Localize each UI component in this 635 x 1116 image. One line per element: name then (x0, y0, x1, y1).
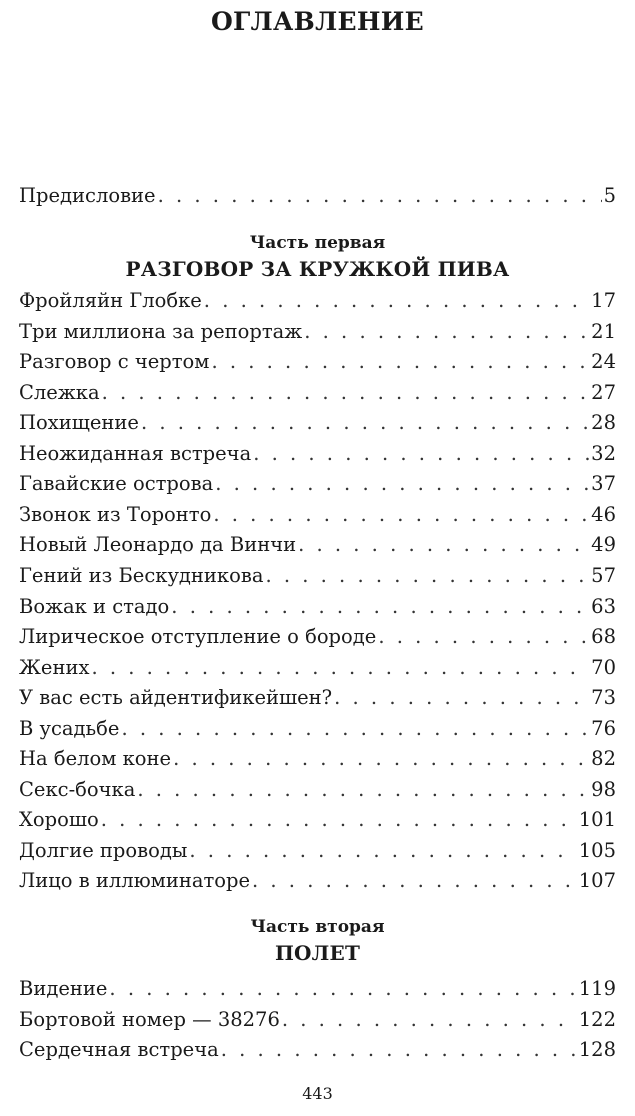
toc-entry-page: 24 (591, 350, 616, 374)
toc-entry-title: Вожак и стадо (19, 594, 170, 618)
dot-leader (101, 805, 577, 835)
toc-entry-preface[interactable] (19, 181, 616, 211)
dot-leader (215, 469, 589, 499)
toc-entry[interactable] (19, 317, 616, 347)
toc-entry[interactable] (19, 561, 616, 591)
toc-entry-page: 27 (591, 380, 616, 404)
dot-leader (253, 439, 589, 469)
toc-entry[interactable] (19, 286, 616, 316)
toc-entry[interactable] (19, 439, 616, 469)
toc-entry[interactable] (19, 744, 616, 774)
part-1-title: РАЗГОВОР ЗА КРУЖКОЙ ПИВА (125, 257, 510, 281)
toc-entry-title: Долгие проводы (19, 838, 188, 862)
toc-entry-title: Секс-бочка (19, 777, 136, 801)
toc-entry[interactable] (19, 347, 616, 377)
toc-entry-title: Разговор с чертом (19, 350, 210, 374)
toc-entry-title: Лирическое отступление о бороде (19, 625, 377, 649)
toc-entry-page: 107 (578, 869, 616, 893)
toc-entry-page: 70 (591, 655, 616, 679)
toc-entry-title: Сердечная встреча (19, 1038, 219, 1061)
toc-entry[interactable] (19, 1035, 616, 1065)
toc-entry[interactable] (19, 714, 616, 744)
toc-entry[interactable] (19, 775, 616, 805)
toc-entry-page: 32 (591, 441, 616, 465)
toc-entry-title: Новый Леонардо да Винчи (19, 533, 297, 557)
dot-leader (304, 317, 589, 347)
part-2-label: Часть вторая (250, 917, 385, 937)
page-title: ОГЛАВЛЕНИЕ (210, 7, 425, 36)
toc-entry[interactable] (19, 683, 616, 713)
toc-entry-title: Предисловие (19, 184, 156, 207)
toc-entry-page: 105 (578, 838, 616, 862)
toc-entry-title: На белом коне (19, 747, 172, 771)
toc-entry-page: 28 (591, 411, 616, 435)
toc-entry-page: 122 (578, 1007, 616, 1031)
toc-entry-title: Видение (19, 977, 108, 1000)
toc-entry-page: 49 (591, 533, 616, 557)
toc-entry[interactable] (19, 805, 616, 835)
toc-entry-page: 37 (591, 472, 616, 496)
toc-entry-title: Слежка (19, 380, 100, 404)
toc-entry-page: 5 (603, 184, 616, 207)
toc-entry-title: Жених (19, 655, 90, 679)
toc-entry[interactable] (19, 974, 616, 1004)
toc-entry-title: Хорошо (19, 808, 99, 832)
toc-entry-page: 76 (591, 716, 616, 740)
toc-entry[interactable] (19, 1005, 616, 1035)
dot-leader (204, 286, 589, 316)
dot-leader (189, 836, 576, 866)
toc-entry-title: В усадьбе (19, 716, 120, 740)
toc-entry-page: 21 (591, 319, 616, 343)
dot-leader (211, 347, 589, 377)
toc-entry-page: 101 (578, 808, 616, 832)
dot-leader (141, 408, 589, 438)
toc-entry-page: 17 (591, 289, 616, 312)
dot-leader (137, 775, 589, 805)
toc-entry-title: Лицо в иллюминаторе (19, 869, 251, 893)
toc-entry[interactable] (19, 653, 616, 683)
part-1-label: Часть первая (249, 233, 386, 253)
dot-leader (158, 181, 602, 211)
dot-leader (173, 744, 589, 774)
toc-entry[interactable] (19, 622, 616, 652)
toc-entry-page: 68 (591, 625, 616, 649)
toc-entry-title: Неожиданная встреча (19, 441, 252, 465)
toc-entry[interactable] (19, 836, 616, 866)
dot-leader (91, 653, 589, 683)
toc-entry-page: 73 (591, 686, 616, 710)
dot-leader (213, 500, 589, 530)
dot-leader (298, 530, 589, 560)
toc-entry[interactable] (19, 866, 616, 896)
dot-leader (334, 683, 589, 713)
dot-leader (121, 714, 589, 744)
dot-leader (171, 592, 589, 622)
toc-entry-page: 128 (578, 1038, 616, 1061)
toc-entry-title: Бортовой номер — 38276 (19, 1007, 280, 1031)
toc-entry[interactable] (19, 378, 616, 408)
toc-entry-title: У вас есть айдентификейшен? (19, 686, 333, 710)
toc-entry-title: Три миллиона за репортаж (19, 319, 303, 343)
toc-entry-page: 46 (591, 502, 616, 526)
toc-entry[interactable] (19, 530, 616, 560)
toc-entry-page: 63 (591, 594, 616, 618)
toc-entry-title: Гавайские острова (19, 472, 214, 496)
toc-entry-page: 98 (591, 777, 616, 801)
toc-entry[interactable] (19, 408, 616, 438)
toc-entry-page: 57 (591, 563, 616, 587)
page-number: 443 (302, 1084, 333, 1103)
dot-leader (221, 1035, 577, 1065)
toc-entry-title: Звонок из Торонто (19, 502, 212, 526)
part-2-title: ПОЛЕТ (274, 941, 361, 965)
toc-entry-title: Фройляйн Глобке (19, 289, 202, 312)
dot-leader (282, 1005, 577, 1035)
dot-leader (378, 622, 589, 652)
toc-entry[interactable] (19, 469, 616, 499)
dot-leader (102, 378, 590, 408)
toc-entry-page: 82 (591, 747, 616, 771)
toc-entry-title: Похищение (19, 411, 139, 435)
toc-entry-page: 119 (578, 977, 616, 1000)
toc-entry-title: Гений из Бескудникова (19, 563, 264, 587)
dot-leader (109, 974, 576, 1004)
dot-leader (265, 561, 589, 591)
toc-entry[interactable] (19, 592, 616, 622)
toc-entry[interactable] (19, 500, 616, 530)
dot-leader (252, 866, 577, 896)
